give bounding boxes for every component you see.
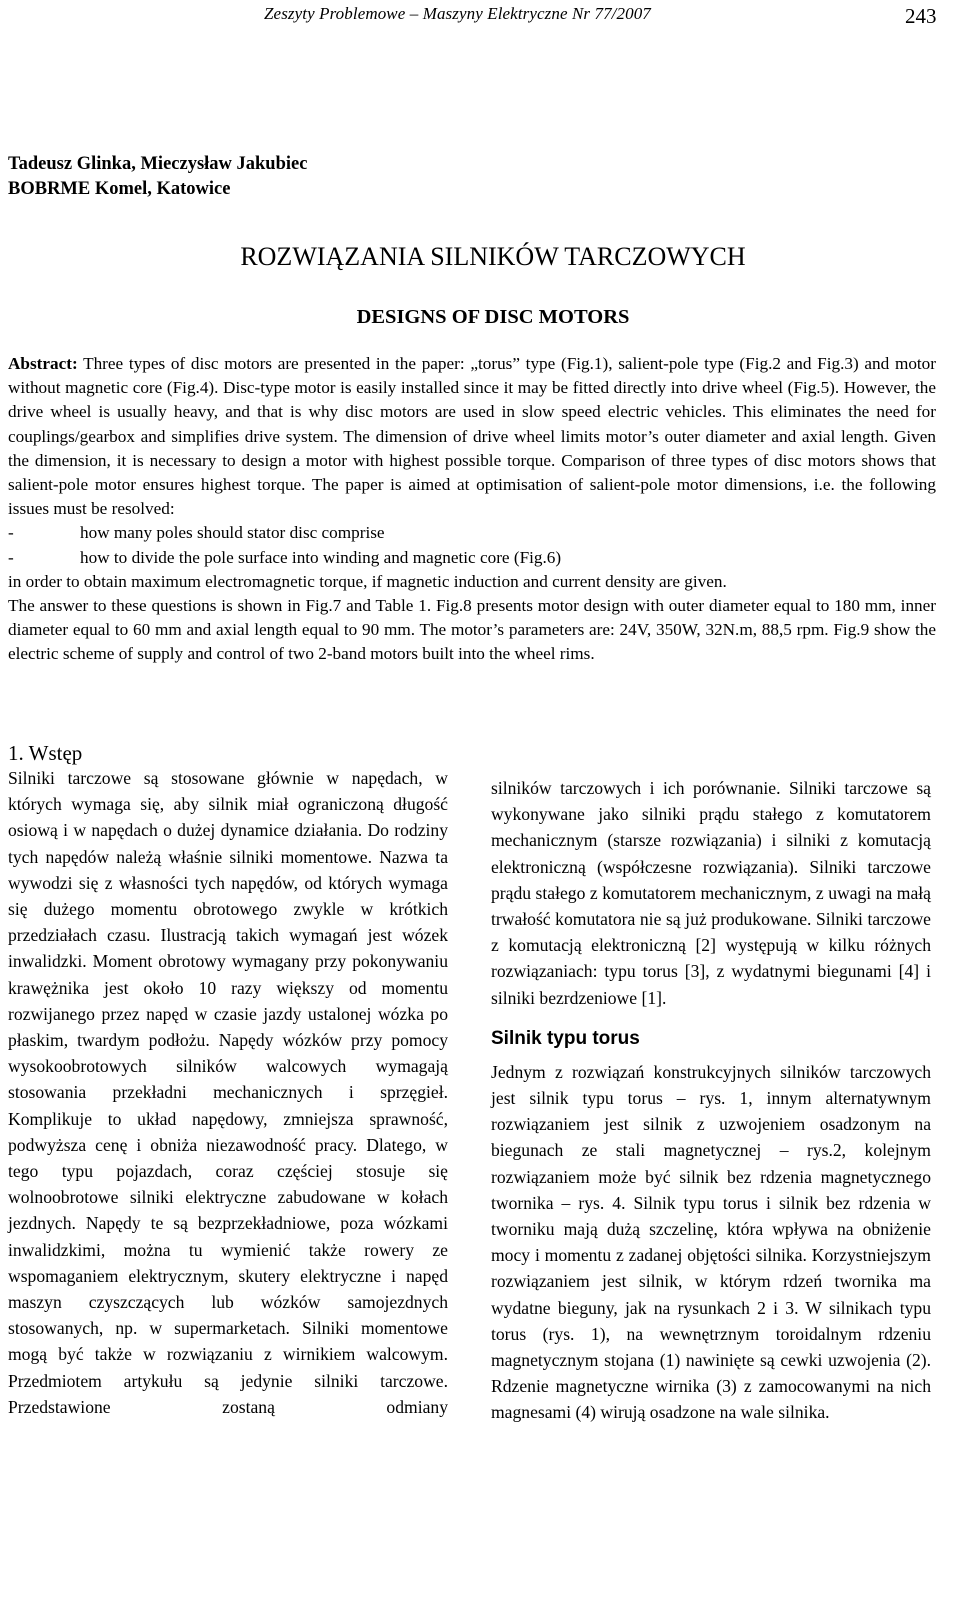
body-paragraph: Jednym z rozwiązań konstrukcyjnych silników tarczowych jest silnik typu torus – rys. 1, innym alternatywnym rozwiązaniem jest silnik z uzwojeniem osadzonym na biegunach ze stali magnetycznej – rys.2, kolejnym rozwiązaniem może być silnik bez rdzenia magnetycznego twornika – rys. 4. Silnik typu torus i silnik bez rdzenia w tworniku mają dużą szczelinę, która wpływa na obniżenie mocy i momentu z zadanej objętości silnika. Korzystniejszym rozwiązaniem jest silnik, w którym rdzeń twornika ma wydatne bieguny, jak na rysunkach 2 i 3. W silnikach typu torus (rys. 1), na wewnętrznym toroidalnym rdzeniu magnetycznym stojana (1) nawinięte są cewki uzwojenia (2). Rdzenie magnetyczne wirnika (3) z zamocowanymi na nich magnesami (4) wirują osadzone na wale silnika. <box>491 1061 931 1423</box>
list-dash: - <box>8 547 14 567</box>
abstract-list-item <box>8 521 936 545</box>
affiliation: BOBRME Komel, Katowice <box>8 179 231 199</box>
abstract-label: Abstract: <box>8 354 78 373</box>
body-paragraph: silników tarczowych i ich porównanie. Silniki tarczowe są wykonywane jako silniki prądu stałego z komutatorem mechanicznym (starsze rozwiązania) i silniki z komutacją elektroniczną (współczesne rozwiązania). Silniki tarczowe prądu stałego z komutatorem mechanicznym, z uwagi na małą trwałość komutatora nie są już produkowane. Silniki tarczowe z komutacją elektroniczną [2] występują w kilku różnych rozwiązaniach: typu torus [3], z wydatnymi biegunami [4] i silniki bezrdzeniowe [1]. <box>491 778 931 1008</box>
list-item-text: how to divide the pole surface into winding and magnetic core (Fig.6) <box>80 547 562 567</box>
abstract <box>8 352 936 667</box>
journal-header: Zeszyty Problemowe – Maszyny Elektryczne Nr 77/2007 <box>264 4 651 23</box>
section-heading-torus: Silnik typu torus <box>491 1027 640 1049</box>
section-heading-introduction: 1. Wstęp <box>8 741 83 765</box>
abstract-paragraph: The answer to these questions is shown in Fig.7 and Table 1. Fig.8 presents motor design with outer diameter equal to 180 mm, inner diameter equal to 60 mm and axial length equal to 90 mm. The motor’s parameters are: 24V, 350W, 32N.m, 88,5 rpm. Fig.9 show the electric scheme of supply and control of two 2-band motors built into the wheel rims. <box>8 596 936 664</box>
authors: Tadeusz Glinka, Mieczysław Jakubiec <box>8 154 308 174</box>
left-column <box>8 765 448 1446</box>
abstract-list-item <box>8 546 936 570</box>
list-dash: - <box>8 523 14 543</box>
abstract-paragraph <box>8 352 936 521</box>
abstract-text: Three types of disc motors are presented in the paper: „torus” type (Fig.1), salient-pole type (Fig.2 and Fig.3) and motor without magnetic core (Fig.4). Disc-type motor is easily installed since it may be fitted directly into drive wheel (Fig.5). However, the drive wheel is usually heavy, and that is why disc motors are used in slow speed electric vehicles. This eliminates the need for couplings/gearbox and simplifies drive system. The dimension of drive wheel limits motor’s outer diameter and axial length. Given the dimension, it is necessary to design a motor with highest possible torque. Comparison of three types of disc motors shows that salient-pole motor ensures highest torque. The paper is aimed at optimisation of salient-pole motor dimensions, i.e. the following issues must be resolved: <box>8 354 936 519</box>
title-english: DESIGNS OF DISC MOTORS <box>356 306 630 328</box>
list-item-text: how many poles should stator disc comprise <box>80 523 385 543</box>
body-paragraph: Silniki tarczowe są stosowane głównie w napędach, w których wymaga się, aby silnik miał ograniczoną długość osiową i w napędach o dużej dynamice działania. Do rodziny tych napędów należą właśnie silniki momentowe. Nazwa ta wywodzi się z własności tych napędów, od których wymaga się dużego momentu obrotowego zwykle w krótkich przedziałach czasu. Ilustracją takich wymagań jest wózek inwalidzki. Moment obrotowy wymagany przy pokonywaniu krawężnika jest około 10 razy większy od momentu rozwijanego przez napęd w czasie jazdy ustalonej wózka po płaskim, twardym podłożu. Napędy wózków przy pomocy wysokoobrotowych silników walcowych wymagają stosowania przekładni mechanicznych i sprzęgieł. Komplikuje to układ napędowy, zmniejsza sprawność, podwyższa cenę i obniża niezawodność pracy. Dlatego, w tego typu pojazdach, coraz częściej stosuje się wolnoobrotowe silniki elektryczne zabudowane w kołach jezdnych. Napędy te są bezprzekładniowe, poza wózkami inwalidzkimi, można tu wymienić także rowery ze wspomaganiem elektrycznym, skutery elektryczne i napęd maszyn czyszczących lub wózków samojezdnych stosowanych, np. w supermarketach. Silniki momentowe mogą być także w rozwiązaniu z wirnikiem walcowym. Przedmiotem artykułu są jedynie silniki tarczowe. Przedstawione zostaną odmiany <box>8 768 448 1417</box>
page-number: 243 <box>905 4 937 28</box>
right-column <box>491 775 931 1426</box>
title-polish: ROZWIĄZANIA SILNIKÓW TARCZOWYCH <box>240 242 746 271</box>
abstract-paragraph: in order to obtain maximum electromagnetic torque, if magnetic induction and current density are given. <box>8 571 727 591</box>
